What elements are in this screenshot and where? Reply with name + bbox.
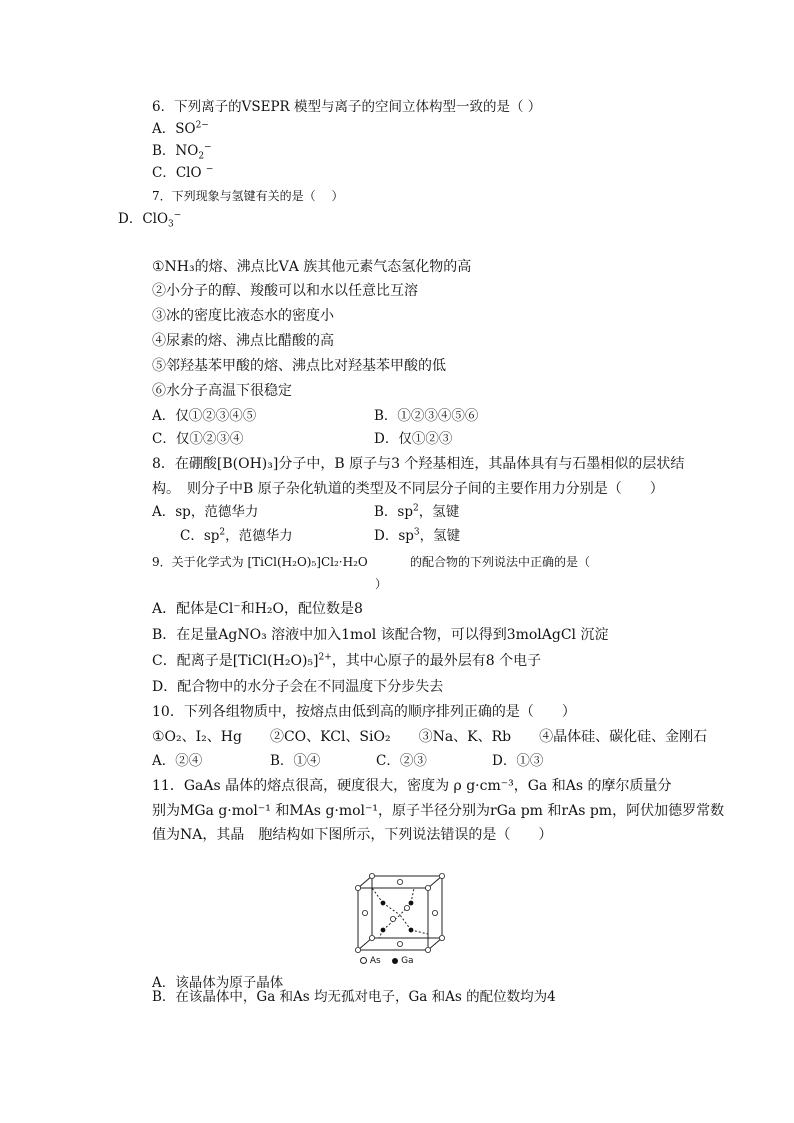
q10-stem: 10．下列各组物质中，按熔点由低到高的顺序排列正确的是（ ）: [152, 704, 576, 720]
q8-option-b: B．$sp^2$，氢键: [374, 503, 460, 520]
q6-option-d: D．ClO$_3$−: [118, 210, 182, 230]
legend-ga-label: Ga: [401, 956, 414, 966]
q11-option-b: B．在该晶体中，Ga 和As 均无孤对电子，Ga 和As 的配位数均为4: [152, 989, 556, 1005]
q7-option-d: D．仅①②③: [374, 431, 453, 447]
q10-option-c: C．②③: [376, 753, 427, 769]
unit-cell-diagram: [354, 868, 449, 968]
q7-item-3: ③冰的密度比液态水的密度小: [152, 308, 334, 324]
q10-items: ①O₂、I₂、Hg ②CO、KCl、SiO₂ ③Na、K、Rb ④晶体硅、碳化硅、金刚石: [152, 729, 708, 745]
q9-stem-tail: 的配合物的下列说法中正确的是（: [410, 555, 591, 569]
q9-stem: 9．关于化学式为 [TiCl(H₂O)₅]Cl₂·H₂O: [152, 555, 368, 569]
ga-legend-icon: [392, 958, 398, 964]
q9-option-c: C．配离子是[TiCl(H₂O)₅]$^{2+}$，其中心原子的最外层有8 个电子: [152, 652, 542, 669]
q7-option-a: A．仅①②③④⑤: [152, 408, 257, 424]
q10-option-b: B．①④: [270, 753, 321, 769]
q9-option-b: B．在足量AgNO₃ 溶液中加入1mol 该配合物，可以得到3molAgCl 沉淀: [152, 627, 609, 643]
q9-option-d: D．配合物中的水分子会在不同温度下分步失去: [152, 679, 444, 695]
q7-option-b: B．①②③④⑤⑥: [374, 408, 479, 424]
q11-stem-line3: 值为NA，其晶 胞结构如下图所示，下列说法错误的是（ ）: [152, 827, 553, 843]
q8-stem-line2: 构。 则分子中B 原子杂化轨道的类型及不同层分子间的主要作用力分别是（ ）: [152, 481, 664, 497]
q8-option-c: C．$sp^2$，范德华力: [180, 527, 293, 544]
q6-option-b: B．$NO_2^-$: [152, 142, 212, 162]
as-legend-icon: [360, 957, 367, 964]
q10-option-a: A．②④: [152, 753, 203, 769]
ga-atoms: [381, 901, 414, 933]
q7-item-1: ①NH₃的熔、沸点比ⅤA 族其他元素气态氢化物的高: [152, 259, 472, 275]
q7-item-4: ④尿素的熔、沸点比醋酸的高: [152, 333, 334, 349]
legend-as-label: As: [369, 956, 381, 966]
q11-stem-line2: 别为MGa g·mol⁻¹ 和MAs g·mol⁻¹，原子半径分别为rGa pm 和rAs pm，阿伏加德罗常数: [152, 803, 725, 819]
q11-stem-line1: 11．GaAs 晶体的熔点很高，硬度很大，密度为 ρ g·cm⁻³，Ga 和As 的摩尔质量分: [152, 778, 672, 794]
q7-item-5: ⑤邻羟基苯甲酸的熔、沸点比对羟基苯甲酸的低: [152, 358, 446, 374]
q8-stem-line1: 8．在硼酸[B(OH)₃]分子中，B 原子与3 个羟基相连，其晶体具有与石墨相似的层状结: [152, 456, 685, 472]
q7-item-6: ⑥水分子高温下很稳定: [152, 383, 292, 399]
q7-stem: 7．下列现象与氢键有关的是（ ）: [152, 189, 344, 203]
q9-stem-close: ）: [375, 577, 388, 591]
q8-option-a: A．sp，范德华力: [152, 504, 259, 520]
q6-option-a: A．$SO^{2-}$: [152, 120, 209, 137]
q11-option-a: A．该晶体为原子晶体: [152, 975, 284, 991]
q8-option-d: D．$sp^3$，氢键: [374, 527, 461, 544]
q10-option-d: D．①③: [492, 753, 544, 769]
q7-option-c: C．仅①②③④: [152, 431, 244, 447]
figure-legend: [360, 956, 414, 966]
q6-stem: 6．下列离子的VSEPR 模型与离子的空间立体构型一致的是（ ）: [152, 99, 542, 115]
q9-option-a: A．配体是Cl⁻和H₂O，配位数是8: [152, 601, 363, 617]
gaas-unit-cell-figure: [354, 868, 449, 972]
q7-item-2: ②小分子的醇、羧酸可以和水以任意比互溶: [152, 283, 418, 299]
q6-option-c: C．ClO −: [152, 164, 214, 181]
